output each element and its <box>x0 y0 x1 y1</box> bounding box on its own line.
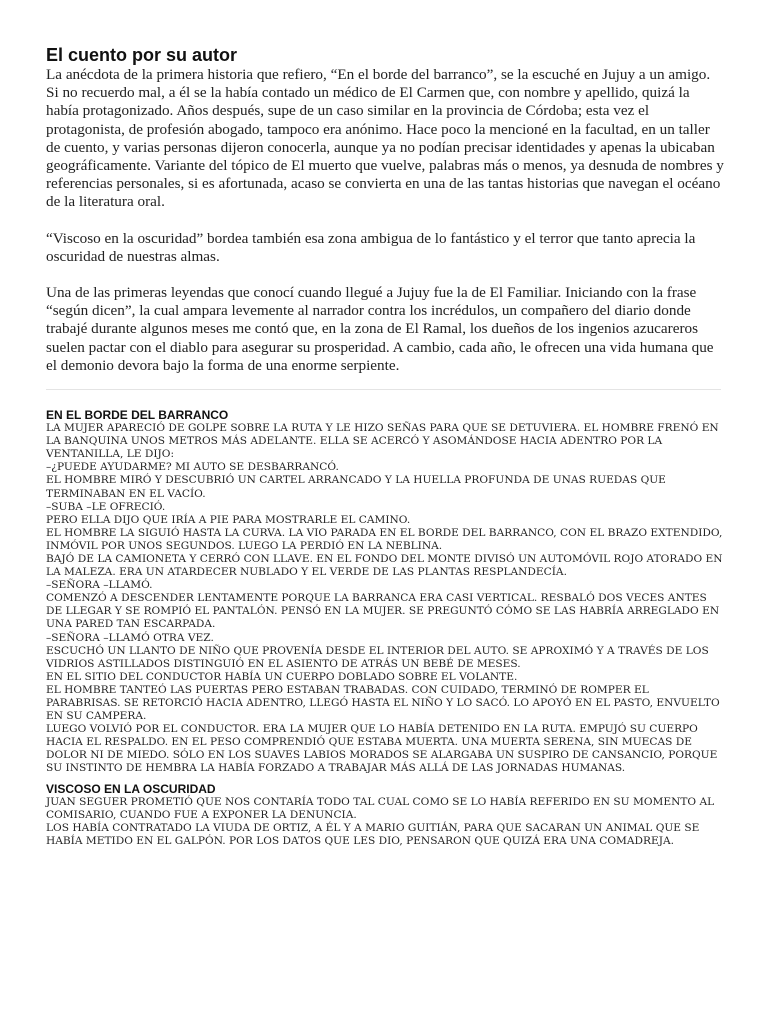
document-page <box>46 44 726 854</box>
story-line: EL HOMBRE LA SIGUIÓ HASTA LA CURVA. LA VIO PARADA EN EL BORDE DEL BARRANCO, CON EL BRAZO EXTENDIDO, INMÓVIL POR UNOS SEGUNDOS. LUEGO LA PERDIÓ EN LA NEBLINA. <box>46 526 723 552</box>
story-line: –SEÑORA –LLAMÓ. <box>46 579 153 592</box>
story-line: LUEGO VOLVIÓ POR EL CONDUCTOR. ERA LA MUJER QUE LO HABÍA DETENIDO EN LA RUTA. EMPUJÓ SU CUERPO HACIA EL RESPALDO. EN EL PESO COMPRENDIÓ QUE ESTABA MUERTA. UNA MUERTA SERENA, SIN MUECAS DE DOLOR NI DE MIEDO. SÓLO EN LOS SUAVES LABIOS MORADOS SE ALARGABA UN SUSPIRO DE CANSANCIO, PORQUE SU INSTINTO DE HEMBRA LA HABÍA FORZADO A TRABAJAR MÁS ALLÁ DE LAS JORNADAS HUMANAS. <box>46 723 718 775</box>
story-line: –¿PUEDE AYUDARME? MI AUTO SE DESBARRANCÓ. <box>46 461 339 474</box>
story-line: –SEÑORA –LLAMÓ OTRA VEZ. <box>46 631 214 644</box>
section-divider <box>46 389 721 390</box>
story-line: –SUBA –LE OFRECIÓ. <box>46 500 166 513</box>
story-line: PERO ELLA DIJO QUE IRÍA A PIE PARA MOSTRARLE EL CAMINO. <box>46 513 411 526</box>
story-heading: EN EL BORDE DEL BARRANCO <box>46 408 229 423</box>
story-line: EN EL SITIO DEL CONDUCTOR HABÍA UN CUERPO DOBLADO SOBRE EL VOLANTE. <box>46 670 518 683</box>
story-line: LOS HABÍA CONTRATADO LA VIUDA DE ORTIZ, A ÉL Y A MARIO GUITIÁN, PARA QUE SACARAN UN ANIMAL QUE SE HABÍA METIDO EN EL GALPÓN. POR LOS DATOS QUE LES DIO, PENSARON QUE QUIZÁ ERA UNA COMADREJA. <box>46 821 700 847</box>
story-line: EL HOMBRE TANTEÓ LAS PUERTAS PERO ESTABAN TRABADAS. CON CUIDADO, TERMINÓ DE ROMPER EL PARABRISAS. SE RETORCIÓ HACIA ADENTRO, LLEGÓ HASTA EL NIÑO Y LO SACÓ. LO APOYÓ EN EL PASTO, ENVUELTO EN SU CAMPERA. <box>46 683 720 723</box>
story-line: COMENZÓ A DESCENDER LENTAMENTE PORQUE LA BARRANCA ERA CASI VERTICAL. RESBALÓ DOS VECES ANTES DE LLEGAR Y SE ROMPIÓ EL PANTALÓN. PENSÓ EN LA MUJER. SE PREGUNTÓ CÓMO SE LAS HABRÍA ARREGLADO EN UNA PARED TAN ESCARPADA. <box>46 592 720 631</box>
intro-paragraph: Una de las primeras leyendas que conocí cuando llegué a Jujuy fue la de El Familiar. Iniciando con la frase “según dicen”, la cual ampara levemente al narrador contra los incrédulos, un compañero del diario donde trabajé durante algunos meses me contó que, en la zona de El Ramal, los dueños de los ingenios azucareros suelen pactar con el diablo para asegurar su prosperidad. A cambio, cada año, le ofrecen una vida humana que el demonio devora bajo la forma de una enorme serpiente. <box>46 284 714 374</box>
story-line: EL HOMBRE MIRÓ Y DESCUBRIÓ UN CARTEL ARRANCADO Y LA HUELLA PROFUNDA DE UNAS RUEDAS QUE TERMINABAN EN EL VACÍO. <box>46 474 666 500</box>
page-title: El cuento por su autor <box>46 45 238 65</box>
story-borde-barranco <box>46 408 726 776</box>
story-line: JUAN SEGUER PROMETIÓ QUE NOS CONTARÍA TODO TAL CUAL COMO SE LO HABÍA REFERIDO EN SU MOMENTO AL COMISARIO, CUANDO FUE A EXPONER LA DENUNCIA. <box>46 795 715 821</box>
story-line: ESCUCHÓ UN LLANTO DE NIÑO QUE PROVENÍA DESDE EL INTERIOR DEL AUTO. SE APROXIMÓ Y A TRAVÉS DE LOS VIDRIOS ASTILLADOS DISTINGUIÓ EN EL ASIENTO DE ATRÁS UN BEBÉ DE MESES. <box>46 644 709 670</box>
story-heading: VISCOSO EN LA OSCURIDAD <box>46 781 216 796</box>
intro-paragraph: “Viscoso en la oscuridad” bordea también esa zona ambigua de lo fantástico y el terror que tanto aprecia la oscuridad de nuestras almas. <box>46 229 696 265</box>
intro-section <box>46 66 726 375</box>
intro-paragraph: La anécdota de la primera historia que refiero, “En el borde del barranco”, se la escuché en Jujuy a un amigo. Si no recuerdo mal, a él se la había contado un médico de El Carmen que, con nombre y apellido, quizá la había protagonizado. Años después, supe de un caso similar en la provincia de Córdoba; esta vez el protagonista, de profesión abogado, tampoco era anónimo. Hace poco la mencioné en la facultad, en un taller de cuento, y varias personas dijeron conocerla, aunque ya no podían precisar identidades y apenas la ubicaban geográficamente. Variante del tópico de El muerto que vuelve, palabras más o menos, ya desnuda de nombres y referencias personales, si es afortunada, acaso se convierta en una de las tantas historias que navegan el océano de la literatura oral. <box>46 66 724 211</box>
story-line: BAJÓ DE LA CAMIONETA Y CERRÓ CON LLAVE. EN EL FONDO DEL MONTE DIVISÓ UN AUTOMÓVIL ROJO ATORADO EN LA MALEZA. ERA UN ATARDECER NUBLADO Y EL VERDE DE LAS PLANTAS RESPLANDECÍA. <box>46 552 723 579</box>
story-viscoso-oscuridad <box>46 782 726 848</box>
story-line: LA MUJER APARECIÓ DE GOLPE SOBRE LA RUTA Y LE HIZO SEÑAS PARA QUE SE DETUVIERA. EL HOMBRE FRENÓ EN LA BANQUINA UNOS METROS MÁS ADELANTE. ELLA SE ACERCÓ Y ASOMÁNDOSE HACIA ADENTRO POR LA VENTANILLA, LE DIJO: <box>46 422 719 461</box>
